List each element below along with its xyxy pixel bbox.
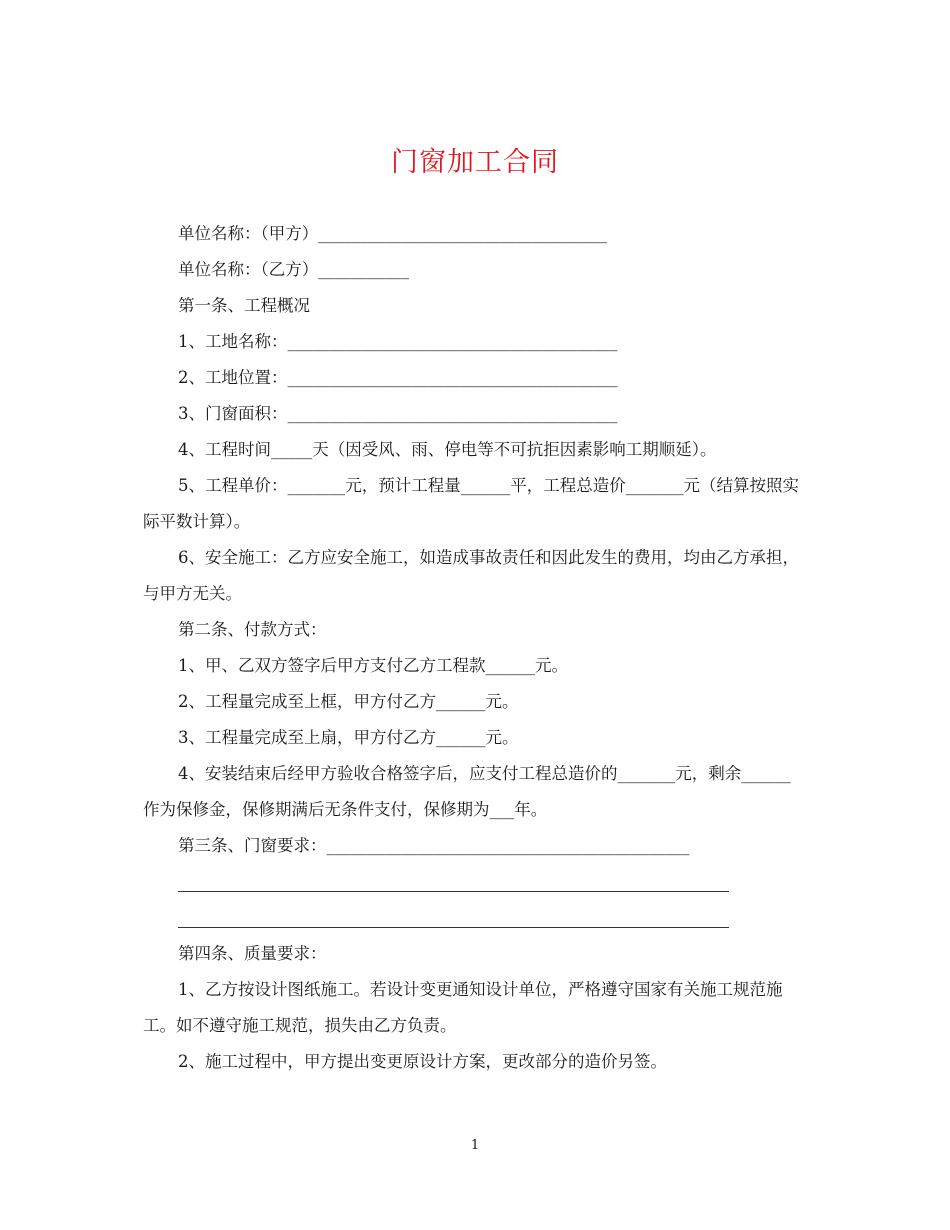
window-area-line: 3、门窗面积：________________________________________ — [178, 404, 618, 423]
payment-item-1: 1、甲、乙双方签字后甲方支付乙方工程款______元。 — [178, 656, 568, 675]
payment-item-4: 4、安装结束后经甲方验收合格签字后，应支付工程总造价的_______元，剩余______作为保修金，保修期满后无条件支付，保修期为___年。 — [143, 764, 791, 819]
quality-item-1: 1、乙方按设计图纸施工。若设计变更通知设计单位，严格遵守国家有关施工规范施工。如不遵守施工规范，损失由乙方负责。 — [143, 980, 783, 1035]
article-2-heading: 第二条、付款方式： — [178, 620, 327, 639]
site-name-line: 1、工地名称：________________________________________ — [178, 332, 618, 351]
site-location-line: 2、工地位置：________________________________________ — [178, 368, 618, 387]
payment-item-3: 3、工程量完成至上扇，甲方付乙方______元。 — [178, 728, 519, 747]
blank-fill-line — [143, 900, 807, 936]
quality-item-2: 2、施工过程中，甲方提出变更原设计方案，更改部分的造价另签。 — [178, 1052, 667, 1071]
party-a-line: 单位名称：（甲方）___________________________________ — [178, 224, 607, 243]
document-body — [143, 216, 807, 1080]
blank-fill-line — [143, 864, 807, 900]
page-number: 1 — [470, 1138, 480, 1153]
payment-item-2: 2、工程量完成至上框，甲方付乙方______元。 — [178, 692, 519, 711]
party-b-line: 单位名称：（乙方）___________ — [178, 260, 409, 279]
unit-price-paragraph: 5、工程单价：_______元，预计工程量______平，工程总造价_______元（结算按照实际平数计算）。 — [143, 476, 799, 531]
work-period-line: 4、工程时间_____天（因受风、雨、停电等不可抗拒因素影响工期顺延）。 — [178, 440, 717, 459]
article-3-heading: 第三条、门窗要求：____________________________________________ — [178, 836, 690, 855]
article-1-heading: 第一条、工程概况 — [178, 296, 310, 315]
safety-paragraph: 6、安全施工：乙方应安全施工，如造成事故责任和因此发生的费用，均由乙方承担，与甲方无关。 — [143, 548, 799, 603]
document-title: 门窗加工合同 — [391, 147, 559, 178]
article-4-heading: 第四条、质量要求： — [178, 944, 327, 963]
